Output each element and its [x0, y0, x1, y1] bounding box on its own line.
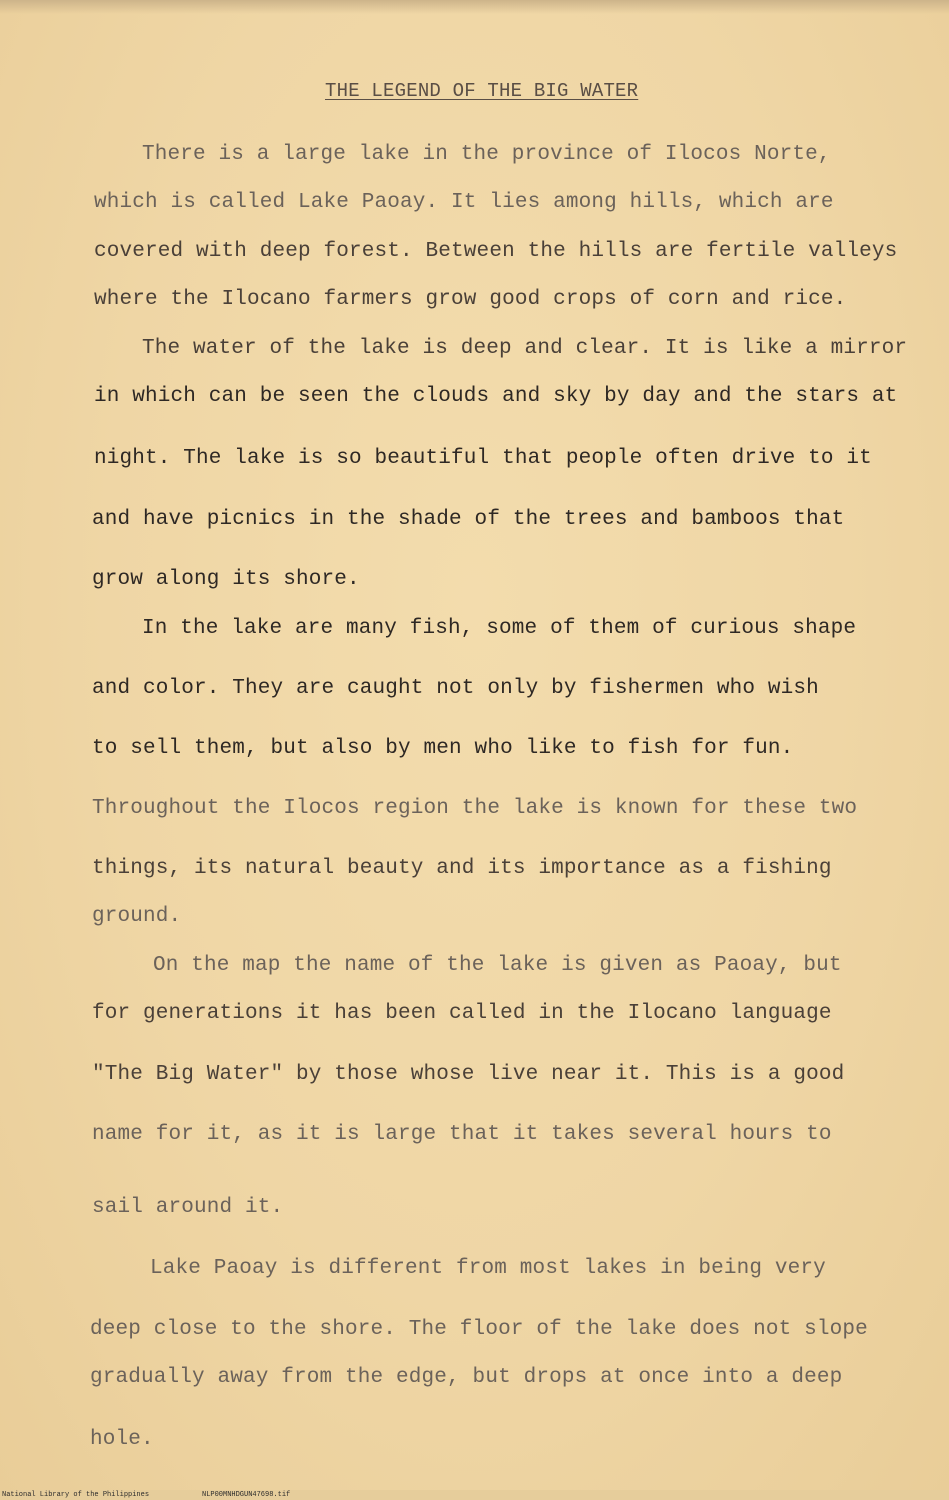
- text-line-7: night. The lake is so beautiful that people often drive to it: [94, 447, 872, 470]
- text-line-16: On the map the name of the lake is given as Paoay, but: [153, 954, 842, 977]
- document-title: THE LEGEND OF THE BIG WATER: [325, 80, 639, 102]
- text-line-15: ground.: [92, 905, 182, 928]
- text-line-4: where the Ilocano farmers grow good crops of corn and rice.: [94, 288, 847, 311]
- text-line-22: deep close to the shore. The floor of the lake does not slope: [90, 1318, 868, 1341]
- text-line-18: "The Big Water" by those whose live near it. This is a good: [92, 1063, 845, 1086]
- text-line-1: There is a large lake in the province of Ilocos Norte,: [142, 143, 831, 166]
- text-line-5: The water of the lake is deep and clear. It is like a mirror: [142, 337, 908, 360]
- text-line-24: hole.: [90, 1428, 154, 1451]
- text-line-10: In the lake are many fish, some of them of curious shape: [142, 617, 857, 640]
- file-name: NLP00MNHDGUN47698.tif: [202, 1491, 291, 1499]
- text-line-9: grow along its shore.: [92, 568, 360, 591]
- library-credit: National Library of the Philippines: [2, 1491, 150, 1499]
- text-line-23: gradually away from the edge, but drops at once into a deep: [90, 1366, 843, 1389]
- text-line-17: for generations it has been called in the Ilocano language: [92, 1002, 832, 1025]
- text-line-3: covered with deep forest. Between the hills are fertile valleys: [94, 240, 898, 263]
- text-line-14: things, its natural beauty and its importance as a fishing: [92, 857, 832, 880]
- text-line-20: sail around it.: [92, 1196, 284, 1219]
- text-line-8: and have picnics in the shade of the trees and bamboos that: [92, 508, 845, 531]
- text-line-21: Lake Paoay is different from most lakes in being very: [150, 1257, 826, 1280]
- page-top-edge: [0, 0, 949, 14]
- text-line-11: and color. They are caught not only by fishermen who wish: [92, 677, 819, 700]
- text-line-2: which is called Lake Paoay. It lies among hills, which are: [94, 191, 834, 214]
- scan-footer: [0, 1490, 949, 1500]
- text-line-13: Throughout the Ilocos region the lake is known for these two: [92, 797, 858, 820]
- text-line-19: name for it, as it is large that it takes several hours to: [92, 1123, 832, 1146]
- text-line-6: in which can be seen the clouds and sky by day and the stars at: [94, 385, 898, 408]
- text-line-12: to sell them, but also by men who like to fish for fun.: [92, 737, 794, 760]
